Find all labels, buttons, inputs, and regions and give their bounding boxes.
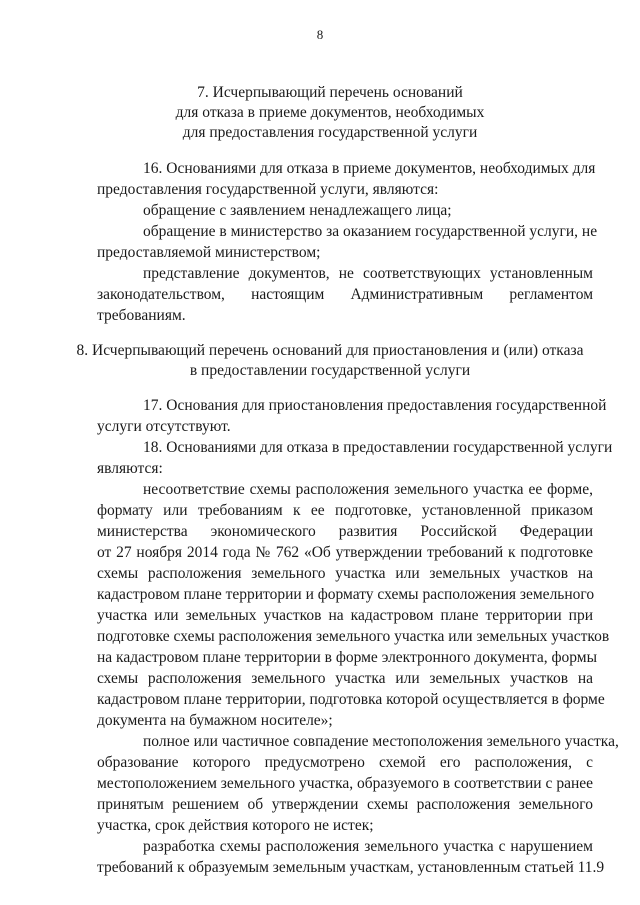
paragraph-17-line: 17. Основания для приостановления предоставления государственной — [143, 397, 607, 414]
list-item-line: представление документов, не соответствующих установленным — [143, 265, 593, 282]
section-8-heading — [40, 341, 620, 381]
section-7-heading — [40, 83, 620, 143]
paragraph-17-line: услуги отсутствуют. — [97, 418, 231, 435]
list-item-line: несоответствие схемы расположения земельного участка ее форме, — [143, 481, 593, 498]
heading-line: в предоставлении государственной услуги — [189, 362, 471, 379]
list-item-line: обращение с заявлением ненадлежащего лица; — [143, 202, 452, 219]
paragraph-18-line: являются: — [97, 460, 163, 477]
heading-line: для отказа в приеме документов, необходимых — [175, 104, 485, 121]
list-item-line: требований к образуемым земельным участкам, установленным статьей 11.9 — [97, 859, 605, 876]
list-item-line: документа на бумажном носителе»; — [97, 712, 333, 729]
list-item-line: схемы расположения земельного участка или земельных участков на — [97, 565, 593, 582]
list-item-line: формату или требованиям к ее подготовке, установленной приказом — [97, 502, 593, 519]
paragraph-16-line: предоставления государственной услуги, являются: — [97, 181, 439, 198]
list-item-line: на кадастровом плане территории в форме электронного документа, формы — [97, 649, 598, 666]
list-item-line: министерства экономического развития Российской Федерации — [97, 523, 593, 540]
list-item-line: обращение в министерство за оказанием государственной услуги, не — [143, 223, 598, 240]
list-item-line: схемы расположения земельного участка или земельных участков на — [97, 670, 593, 687]
list-item-line: законодательством, настоящим Административным регламентом — [97, 286, 593, 303]
list-item-line: местоположением земельного участка, образуемого в соответствии с ранее — [97, 775, 593, 792]
list-item-line: участка, срок действия которого не истек; — [97, 817, 374, 834]
paragraph-16-line: 16. Основаниями для отказа в приеме документов, необходимых для — [143, 160, 596, 177]
list-item-line: полное или частичное совпадение местоположения земельного участка, — [143, 733, 619, 750]
list-item-line: участка или земельных участков на кадастровом плане территории при — [97, 607, 593, 624]
list-item-line: принятым решением об утверждении схемы расположения земельного — [97, 796, 593, 813]
list-item-line: кадастровом плане территории, подготовка которой осуществляется в форме — [97, 691, 605, 708]
list-item-line: образование которого предусмотрено схемой его расположения, с — [97, 754, 593, 771]
heading-line: 8. Исчерпывающий перечень оснований для приостановления и (или) отказа — [76, 342, 584, 359]
list-item-line: кадастровом плане территории и формату схемы расположения земельного — [97, 586, 595, 603]
list-item-line: от 27 ноября 2014 года № 762 «Об утверждении требований к подготовке — [97, 544, 593, 561]
page-number: 8 — [316, 27, 324, 42]
list-item-line: требованиям. — [97, 307, 186, 324]
heading-line: 7. Исчерпывающий перечень оснований — [197, 84, 463, 101]
paragraph-18-line: 18. Основаниями для отказа в предоставлении государственной услуги — [143, 439, 613, 456]
list-item-line: предоставляемой министерством; — [97, 244, 321, 261]
heading-line: для предоставления государственной услуги — [182, 124, 478, 141]
list-item-line: разработка схемы расположения земельного участка с нарушением — [143, 838, 593, 855]
list-item-line: подготовке схемы расположения земельного участка или земельных участков — [97, 628, 610, 645]
